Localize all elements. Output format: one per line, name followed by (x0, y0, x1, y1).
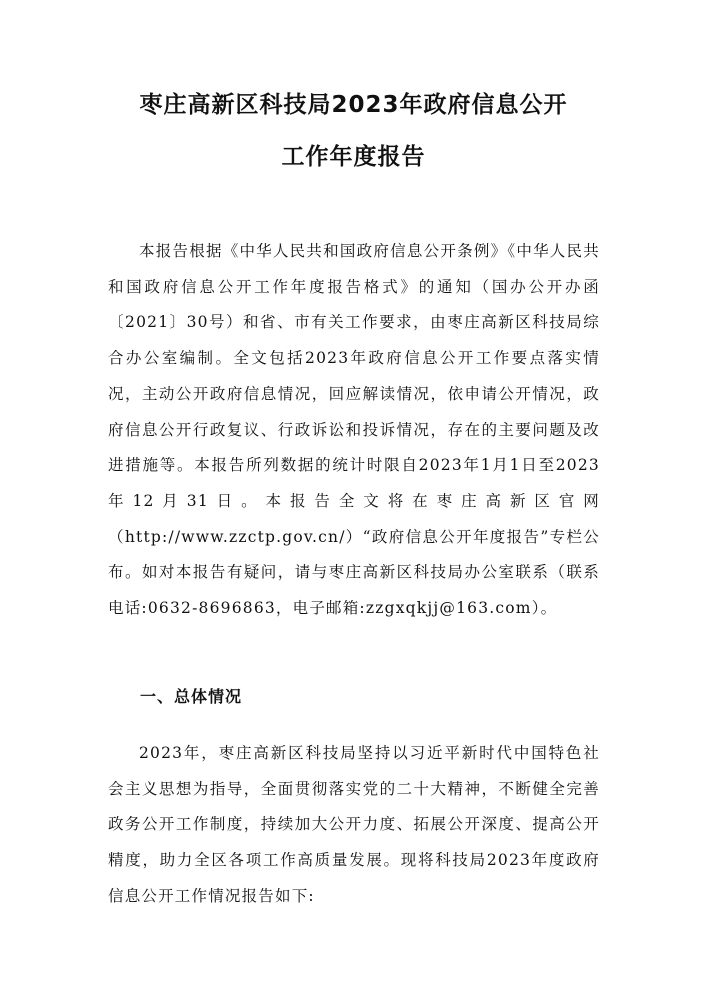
overview-paragraph: 2023年，枣庄高新区科技局坚持以习近平新时代中国特色社会主义思想为指导，全面贯彻落实党的二十大精神，不断健全完善政务公开工作制度，持续加大公开力度、拓展公开深度、提高公开精度，助力全区各项工作高质量发展。现将科技局2023年度政府信息公开工作情况报告如下: (108, 744, 600, 905)
intro-paragraph: 本报告根据《中华人民共和国政府信息公开条例》《中华人民共和国政府信息公开工作年度报告格式》的通知（国办公开办函〔2021〕30号）和省、市有关工作要求，由枣庄高新区科技局综合办公室编制。全文包括2023年政府信息公开工作要点落实情况，主动公开政府信息情况，回应解读情况，依申请公开情况，政府信息公开行政复议、行政诉讼和投诉情况，存在的主要问题及改进措施等。本报告所列数据的统计时限自2023年1月1日至2023年12月31日。本报告全文将在枣庄高新区官网（http://www.zzctp.gov.cn/）“政府信息公开年度报告”专栏公布。如对本报告有疑问，请与枣庄高新区科技局办公室联系（联系电话:0632-8696863，电子邮箱:zzgxqkjj@163.com）。 (108, 242, 600, 618)
report-title-line-2: 工作年度报告 (281, 144, 426, 170)
section-heading-overview: 一、总体情况 (140, 687, 243, 706)
report-title-line-1: 枣庄高新区科技局2023年政府信息公开 (139, 92, 568, 118)
